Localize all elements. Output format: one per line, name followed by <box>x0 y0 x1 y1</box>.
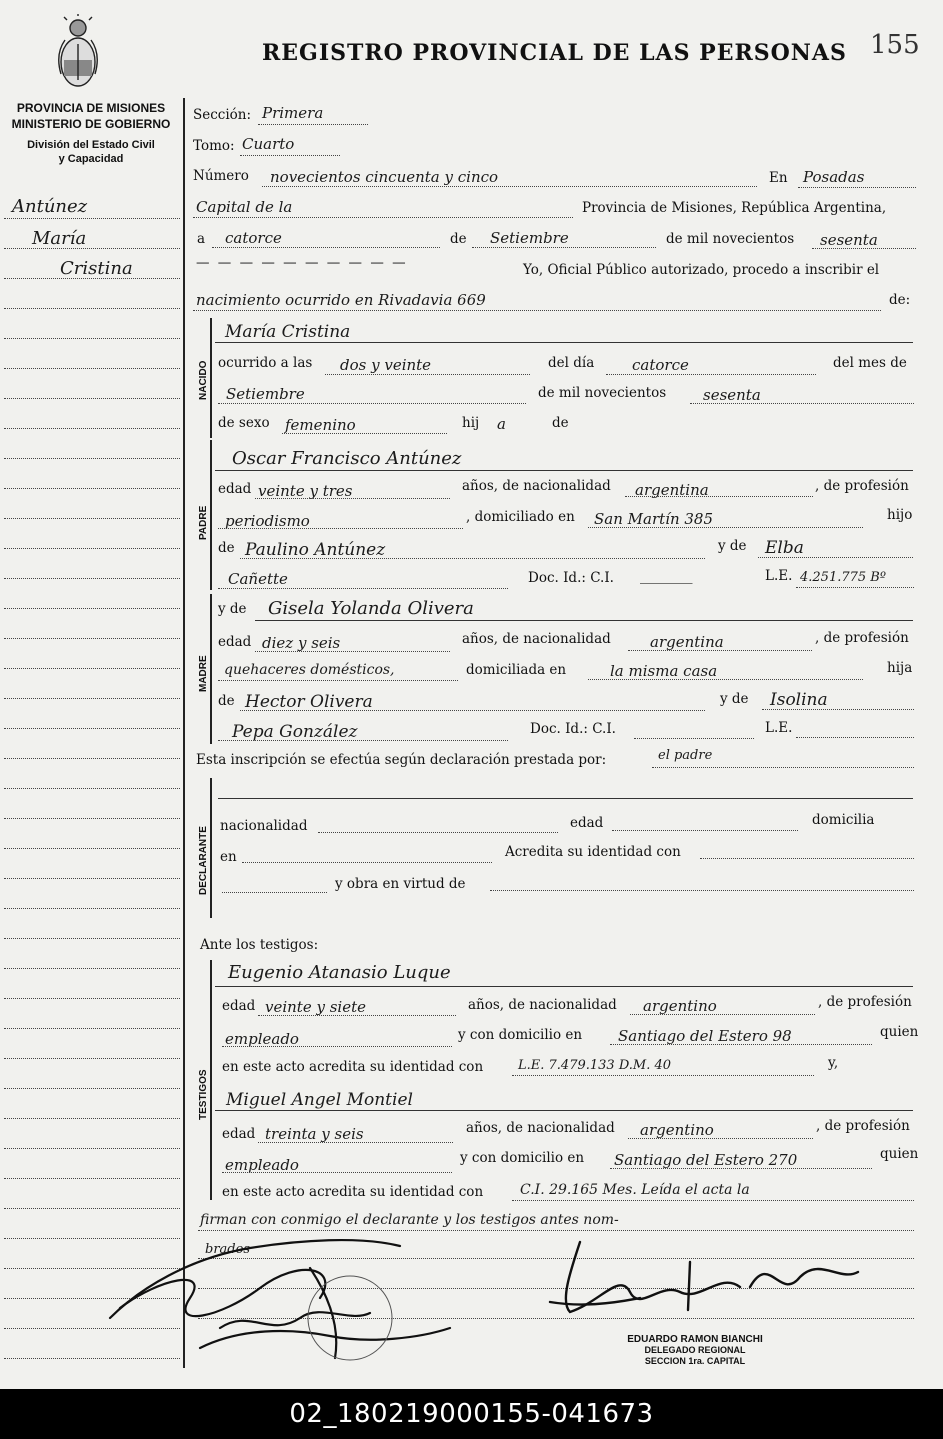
rule <box>240 155 340 156</box>
margin-rule <box>4 788 180 789</box>
testigo2-nac: argentino <box>640 1121 714 1139</box>
margin-second-name: Cristina <box>60 258 133 279</box>
rule <box>700 858 914 859</box>
testigo1-acredita-label: en este acto acredita su identidad con <box>222 1059 484 1075</box>
madre-dom-label: domiciliada en <box>466 662 567 678</box>
rule <box>258 124 368 125</box>
anio-value: sesenta <box>820 231 878 249</box>
ocurrido-label: ocurrido a las <box>218 355 313 371</box>
nacido-anio: sesenta <box>703 386 761 404</box>
rule <box>796 587 914 588</box>
rule <box>630 1014 815 1015</box>
padre-le-label: L.E. <box>765 568 793 584</box>
nacido-mil-label: de mil novecientos <box>538 385 667 401</box>
margin-rule <box>4 638 180 639</box>
margin-rule <box>4 728 180 729</box>
testigo1-nombre: Eugenio Atanasio Luque <box>228 962 451 983</box>
margin-rule <box>4 308 180 309</box>
margin-rule <box>4 1028 180 1029</box>
coat-of-arms-icon <box>55 14 101 94</box>
rule <box>652 767 914 768</box>
margin-rule <box>4 428 180 429</box>
numero-label: Número <box>193 168 249 184</box>
rule <box>762 709 914 710</box>
margin-first-name: María <box>32 228 87 249</box>
margin-rule <box>4 1118 180 1119</box>
numero-value: novecientos cincuenta y cinco <box>270 168 499 186</box>
nacido-dia: catorce <box>632 356 689 374</box>
rule <box>193 310 881 311</box>
declaracion-value: el padre <box>658 748 713 763</box>
padre-prof-label: , de profesión <box>815 478 909 494</box>
rule <box>512 1075 814 1076</box>
nacido-hora: dos y veinte <box>340 356 432 374</box>
seccion-label: Sección: <box>193 107 252 123</box>
margin-rule <box>4 608 180 609</box>
padre-nac-label: años, de nacionalidad <box>462 478 611 494</box>
rule <box>490 890 914 891</box>
padre-nombre: Oscar Francisco Antúnez <box>232 448 462 469</box>
declarante-edad-label: edad <box>570 815 604 831</box>
testigo2-nac-label: años, de nacionalidad <box>466 1120 615 1136</box>
rule <box>222 892 327 893</box>
madre-prof-label: , de profesión <box>815 630 909 646</box>
rule <box>215 470 913 471</box>
margin-rule <box>4 1178 180 1179</box>
padre-ci: _______ <box>640 566 693 584</box>
rule <box>798 187 916 188</box>
ante-testigos-label: Ante los testigos: <box>200 937 319 953</box>
madre-dom: la misma casa <box>610 662 718 680</box>
org-ministry: MINISTERIO DE GOBIERNO <box>11 117 171 131</box>
madre-le-label: L.E. <box>765 720 793 736</box>
padre-abuela-2: Cañette <box>228 570 288 588</box>
padre-section-label: PADRE <box>198 505 209 540</box>
rule <box>588 527 863 528</box>
declaracion-label: Esta inscripción se efectúa según declaración prestada por: <box>196 752 607 768</box>
padre-y-de-label: y de <box>718 538 747 554</box>
declarante-section-label: DECLARANTE <box>198 826 209 895</box>
madre-y-de: y de <box>218 601 247 617</box>
rule <box>218 680 458 681</box>
margin-rule <box>4 1088 180 1089</box>
rule <box>812 248 916 249</box>
testigo1-dom: Santiago del Estero 98 <box>618 1027 792 1045</box>
rule <box>758 557 913 558</box>
hijo-label: hijo <box>887 507 913 523</box>
margin-rule <box>4 818 180 819</box>
rule <box>218 403 526 404</box>
capital-value: Capital de la <box>196 198 293 216</box>
madre-prof: quehaceres domésticos, <box>224 662 395 678</box>
rule <box>193 217 573 218</box>
rule <box>262 186 757 187</box>
testigo2-nombre: Miguel Angel Montiel <box>226 1090 413 1110</box>
testigo2-edad-label: edad <box>222 1126 256 1142</box>
rule <box>625 496 813 497</box>
oficial-text: Yo, Oficial Público autorizado, procedo a inscribir el <box>523 262 880 278</box>
hij-label: hij <box>462 415 480 431</box>
document-title: REGISTRO PROVINCIAL DE LAS PERSONAS <box>262 40 847 66</box>
madre-edad: diez y seis <box>262 634 341 652</box>
margin-rule <box>4 488 180 489</box>
nacido-section-label: NACIDO <box>198 360 209 400</box>
rule <box>218 798 913 799</box>
nacimiento-value: nacimiento ocurrido en Rivadavia 669 <box>196 291 486 309</box>
rule <box>240 558 705 559</box>
padre-dom-label: , domiciliado en <box>466 509 575 525</box>
a-label: a <box>197 231 206 247</box>
padre-doc-label: Doc. Id.: C.I. <box>528 570 614 586</box>
declarante-virtud-label: y obra en virtud de <box>335 876 466 892</box>
madre-abuela-2: Pepa González <box>232 722 358 742</box>
testigo1-dom-label: y con domicilio en <box>458 1027 583 1043</box>
margin-rule <box>4 398 180 399</box>
mil-label: de mil novecientos <box>666 231 795 247</box>
madre-nac-label: años, de nacionalidad <box>462 631 611 647</box>
madre-edad-label: edad <box>218 634 252 650</box>
margin-rule <box>4 248 180 249</box>
rule <box>255 620 913 621</box>
padre-nac: argentina <box>635 481 709 499</box>
padre-edad: veinte y tres <box>258 482 353 500</box>
testigos-section-label: TESTIGOS <box>198 1069 209 1120</box>
margin-rule <box>4 548 180 549</box>
testigo2-edad: treinta y seis <box>265 1125 364 1143</box>
padre-abuelo: Paulino Antúnez <box>245 540 386 560</box>
margin-rule <box>4 998 180 999</box>
document-id-footer: 02_180219000155-041673 <box>0 1389 943 1439</box>
rule <box>325 374 530 375</box>
rule <box>588 679 863 680</box>
hija-label: hija <box>887 660 913 676</box>
madre-doc-label: Doc. Id.: C.I. <box>530 721 616 737</box>
en-value: Posadas <box>803 168 865 186</box>
provincia-text: Provincia de Misiones, República Argentina, <box>582 200 887 216</box>
testigo2-dom-label: y con domicilio en <box>460 1150 585 1166</box>
rule <box>512 1200 914 1201</box>
padre-prof: periodismo <box>225 512 310 530</box>
madre-bar <box>210 594 212 744</box>
dia-value: catorce <box>225 229 282 247</box>
rule <box>258 1015 456 1016</box>
rule <box>218 740 508 741</box>
testigo1-doc: L.E. 7.479.133 D.M. 40 <box>518 1058 672 1073</box>
del-mes-label: del mes de <box>833 355 907 371</box>
margin-rule <box>4 578 180 579</box>
cierre-text: firman con conmigo el declarante y los testigos antes nom- <box>200 1212 619 1228</box>
hij-de-label: de <box>552 415 569 431</box>
cierre-text-2: brados <box>205 1242 251 1257</box>
seccion-value: Primera <box>262 104 324 122</box>
rule <box>610 1044 872 1045</box>
testigo1-edad: veinte y siete <box>265 998 367 1016</box>
madre-nac: argentina <box>650 633 724 651</box>
rule <box>255 651 450 652</box>
rule <box>242 862 492 863</box>
margin-rule <box>4 518 180 519</box>
tomo-label: Tomo: <box>193 138 235 154</box>
margin-rule <box>4 1148 180 1149</box>
rule <box>612 830 798 831</box>
margin-rule <box>4 698 180 699</box>
de-colon-label: de: <box>889 292 911 308</box>
rule <box>218 528 463 529</box>
rule <box>212 247 440 248</box>
rule <box>215 1110 913 1111</box>
padre-abuela: Elba <box>765 538 804 558</box>
testigo1-quien-label: quien <box>880 1024 919 1040</box>
margin-rule <box>4 938 180 939</box>
witness-signatures-icon <box>100 1228 470 1378</box>
en-label: En <box>769 170 788 186</box>
testigo1-edad-label: edad <box>222 998 256 1014</box>
margin-rule <box>4 368 180 369</box>
testigo1-y-label: y, <box>828 1055 839 1071</box>
org-header <box>0 100 182 132</box>
margin-rule <box>4 458 180 459</box>
rule <box>628 1138 813 1139</box>
declarante-acredita-label: Acredita su identidad con <box>505 844 681 860</box>
org-division <box>0 138 182 166</box>
rule <box>222 1046 452 1047</box>
padre-de-label: de <box>218 540 235 556</box>
testigo2-dom: Santiago del Estero 270 <box>614 1151 798 1169</box>
tomo-value: Cuarto <box>242 135 295 153</box>
testigo2-doc: C.I. 29.165 Mes. Leída el acta la <box>520 1182 750 1198</box>
madre-abuela: Isolina <box>770 690 828 710</box>
rule <box>255 498 450 499</box>
testigo1-nac: argentino <box>643 997 717 1015</box>
official-section: SECCION 1ra. CAPITAL <box>644 1356 746 1366</box>
rule <box>258 1142 453 1143</box>
padre-edad-label: edad <box>218 481 252 497</box>
margin-rule <box>4 338 180 339</box>
sexo-label: de sexo <box>218 415 270 431</box>
testigo2-quien-label: quien <box>880 1146 919 1162</box>
margin-divider <box>183 98 185 1368</box>
testigo1-nac-label: años, de nacionalidad <box>468 997 617 1013</box>
nacido-mes: Setiembre <box>226 385 305 403</box>
margin-rule <box>4 848 180 849</box>
madre-abuelo: Hector Olivera <box>245 692 373 712</box>
nacido-sexo: femenino <box>285 416 356 434</box>
testigo2-prof: empleado <box>225 1156 299 1174</box>
testigo1-prof: empleado <box>225 1030 299 1048</box>
rule <box>318 832 558 833</box>
margin-rule <box>4 878 180 879</box>
rule <box>240 710 705 711</box>
testigo1-prof-label: , de profesión <box>818 994 912 1010</box>
madre-nombre: Gisela Yolanda Olivera <box>268 598 474 619</box>
nacido-nombre: María Cristina <box>225 322 351 342</box>
rule <box>215 342 913 343</box>
rule <box>634 738 754 739</box>
de-label: de <box>450 231 467 247</box>
blank-dashes: — — — — — — — — — — <box>196 255 408 271</box>
rule <box>606 374 816 375</box>
testigo2-acredita-label: en este acto acredita su identidad con <box>222 1184 484 1200</box>
official-stamp <box>610 1334 780 1367</box>
declarante-bar <box>210 778 212 918</box>
mes-value: Setiembre <box>490 229 569 247</box>
rule <box>610 1168 872 1169</box>
testigo2-prof-label: , de profesión <box>816 1118 910 1134</box>
rule <box>282 433 447 434</box>
testigos-bar <box>210 960 212 1200</box>
org-province: PROVINCIA DE MISIONES <box>16 101 166 115</box>
rule <box>472 247 656 248</box>
margin-rule <box>4 908 180 909</box>
official-signature-icon <box>540 1232 870 1322</box>
org-division-line2: y Capacidad <box>58 153 124 165</box>
margin-surname: Antúnez <box>12 196 88 217</box>
org-division-line1: División del Estado Civil <box>27 139 155 151</box>
padre-dom: San Martín 385 <box>594 510 714 528</box>
nacido-bar <box>210 318 212 438</box>
official-name: EDUARDO RAMON BIANCHI <box>627 1334 763 1345</box>
margin-rule <box>4 218 180 219</box>
madre-section-label: MADRE <box>198 655 209 692</box>
madre-y-de-label: y de <box>720 691 749 707</box>
rule <box>628 650 812 651</box>
margin-rule <box>4 1058 180 1059</box>
hij-suffix: a <box>497 415 506 433</box>
margin-rule <box>4 668 180 669</box>
madre-de-label: de <box>218 693 235 709</box>
rule <box>218 588 508 589</box>
rule <box>690 403 914 404</box>
padre-bar <box>210 440 212 590</box>
rule <box>796 737 914 738</box>
rule <box>215 986 913 987</box>
declarante-en-label: en <box>220 849 237 865</box>
declarante-dom-label: domicilia <box>812 812 875 828</box>
del-dia-label: del día <box>548 355 595 371</box>
margin-rule <box>4 758 180 759</box>
rule <box>222 1172 452 1173</box>
declarante-nac-label: nacionalidad <box>220 818 308 834</box>
folio-number: 155 <box>870 30 920 60</box>
official-title: DELEGADO REGIONAL <box>644 1345 746 1355</box>
margin-rule <box>4 968 180 969</box>
margin-rule <box>4 1208 180 1209</box>
padre-le: 4.251.775 Bº <box>800 570 886 585</box>
